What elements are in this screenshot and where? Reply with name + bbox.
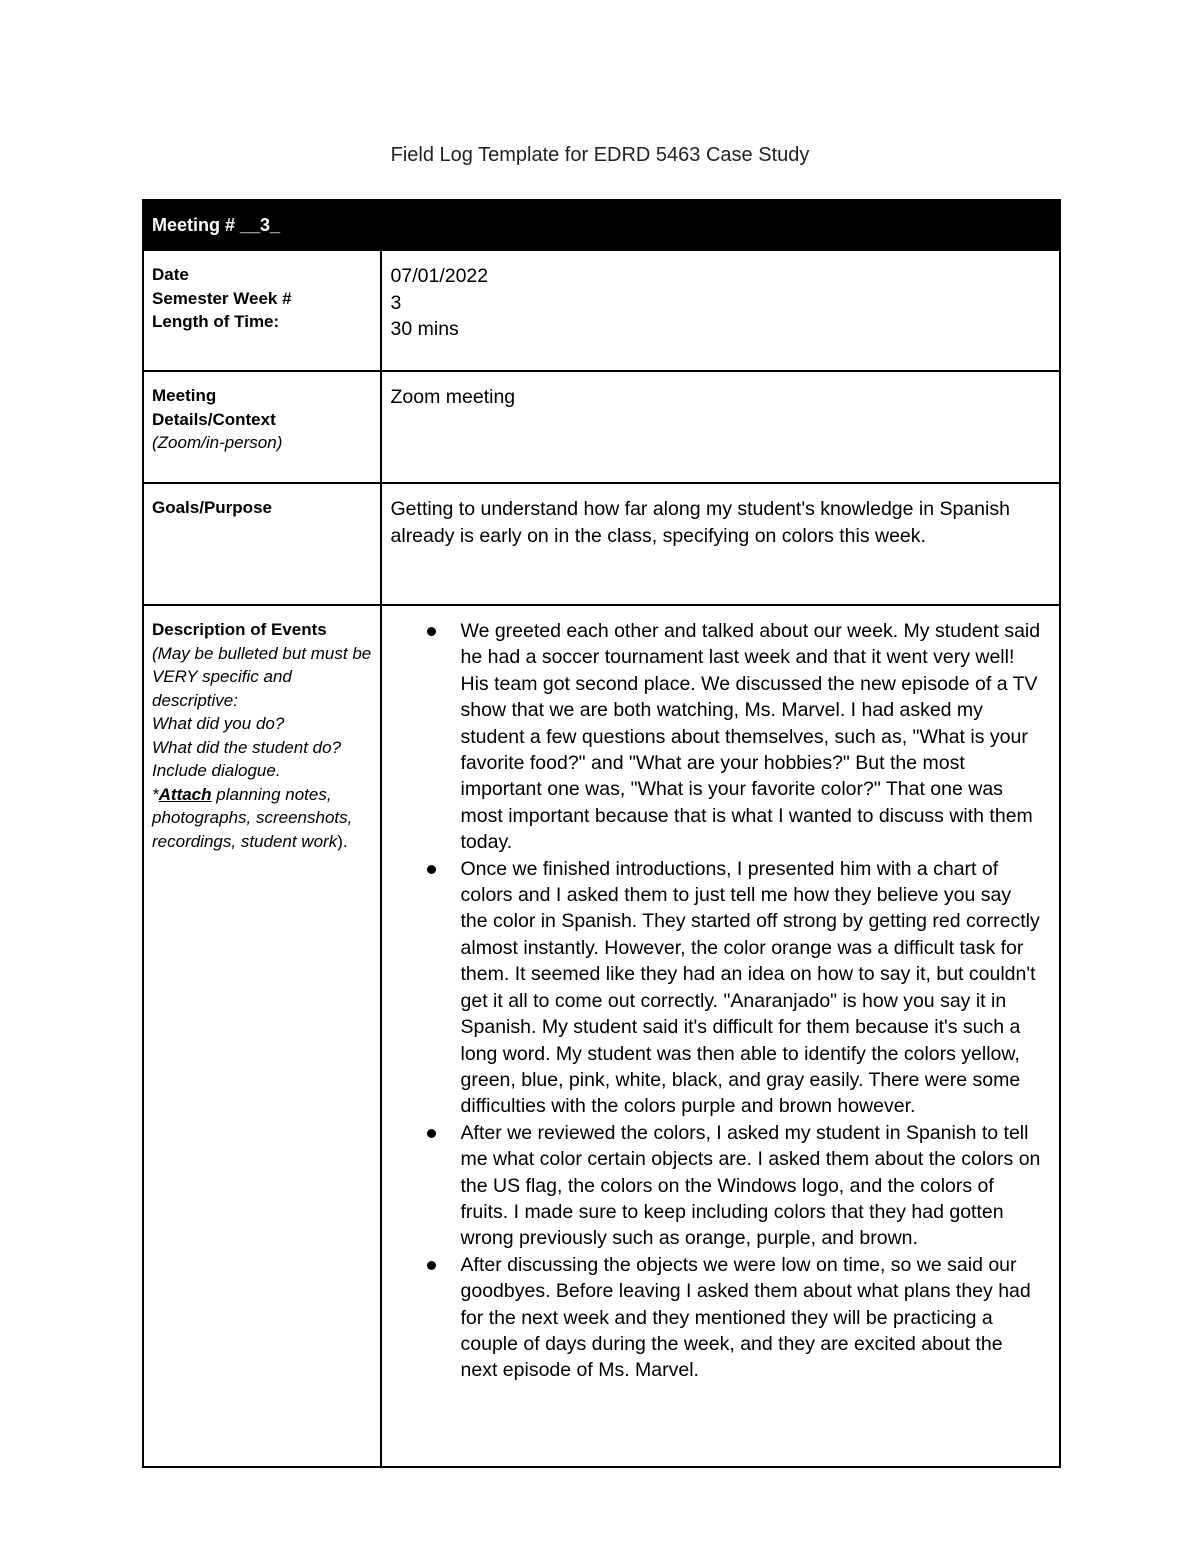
event-text-4: After discussing the objects we were low on time, so we said our goodbyes. Before leaving I asked them about what plans they had for the next week and they mentioned they will be practicing a couple of days during the week, and they are excited about the next episode of Ms. Marvel. xyxy=(460,1253,1031,1382)
semester-week-value: 3 xyxy=(390,291,402,314)
goals-value-cell xyxy=(381,483,1060,605)
length-of-time-label: Length of Time: xyxy=(152,312,280,331)
meeting-details-value: Zoom meeting xyxy=(390,386,516,408)
description-hint-1: (May be bulleted but must be VERY specific and descriptive: xyxy=(152,643,372,710)
meeting-number-header: Meeting # __3_ xyxy=(143,200,1060,250)
event-text-1: We greeted each other and talked about our week. My student said he had a soccer tournament last week and that it went very well! His team got second place. We discussed the new episode of a TV show that we are both watching, Ms. Marvel. I had asked my student a few questions about themselves, such as, "What is your favorite food?" and "What are your hobbies?" But the most important one was, "What is your favorite color?" That one was most important because that is what I wanted to discuss with them today. xyxy=(460,620,1041,854)
meeting-details-label-line1: Meeting xyxy=(152,386,217,405)
meeting-details-label-line2: Details/Context xyxy=(152,409,276,429)
date-values-cell xyxy=(381,250,1060,371)
event-text-3: After we reviewed the colors, I asked my student in Spanish to tell me what color certain objects are. I asked them about the colors on the US flag, the colors on the Windows logo, and the colors of fruits. I made sure to keep including colors that they had gotten wrong previously such as orange, purple, and brown. xyxy=(460,1121,1041,1250)
meeting-details-value-cell xyxy=(381,371,1060,483)
attach-word: Attach xyxy=(158,784,212,804)
bullet-icon xyxy=(427,627,436,636)
meeting-details-label-cell xyxy=(143,371,381,483)
description-hint-3: What did the student do? xyxy=(152,737,342,757)
description-hint-2: What did you do? xyxy=(152,714,285,733)
attach-prefix: * xyxy=(152,784,159,804)
attach-instruction xyxy=(152,783,372,854)
attach-rest: planning notes, photographs, screenshots, recordings, student work xyxy=(152,784,353,851)
field-log-table xyxy=(142,199,1061,1468)
bullet-icon xyxy=(427,1261,436,1270)
bullet-icon xyxy=(427,865,436,874)
description-label-cell xyxy=(143,605,381,1467)
length-of-time-value: 30 mins xyxy=(390,318,459,341)
description-row xyxy=(143,605,1060,1467)
bullet-icon xyxy=(427,1129,436,1138)
meeting-details-hint: (Zoom/in-person) xyxy=(152,433,283,452)
meeting-details-row xyxy=(143,371,1060,483)
list-item xyxy=(461,1120,1041,1252)
goals-label: Goals/Purpose xyxy=(152,498,272,517)
description-hint-4: Include dialogue. xyxy=(152,761,281,780)
date-labels-cell xyxy=(143,250,381,371)
goals-value: Getting to understand how far along my student's knowledge in Spanish already is early on in the class, specifying on colors this week. xyxy=(390,498,1010,547)
list-item xyxy=(461,856,1041,1120)
document-title: Field Log Template for EDRD 5463 Case Study xyxy=(390,144,810,166)
date-row xyxy=(143,250,1060,371)
list-item xyxy=(461,618,1041,856)
list-item xyxy=(461,1252,1041,1384)
event-text-2: Once we finished introductions, I presented him with a chart of colors and I asked them to just tell me how they believe you say the color in Spanish. They started off strong by getting red correctly almost instantly. However, the color orange was a difficult task for them. It seemed like they had an idea on how to say it, but couldn't get it all to come out correctly. "Anaranjado" is how you say it in Spanish. My student said it's difficult for them because it's such a long word. My student was then able to identify the colors yellow, green, blue, pink, white, black, and gray easily. There were some difficulties with the colors purple and brown however. xyxy=(460,857,1040,1118)
description-events-cell xyxy=(381,605,1060,1467)
goals-label-cell xyxy=(143,483,381,605)
description-label: Description of Events xyxy=(152,620,327,639)
date-label: Date xyxy=(152,265,189,284)
date-value: 07/01/2022 xyxy=(390,265,489,287)
goals-row xyxy=(143,483,1060,605)
meeting-header-row xyxy=(143,200,1060,250)
attach-end: ). xyxy=(337,831,348,851)
semester-week-label: Semester Week # xyxy=(152,288,292,308)
events-list xyxy=(391,618,1041,1384)
